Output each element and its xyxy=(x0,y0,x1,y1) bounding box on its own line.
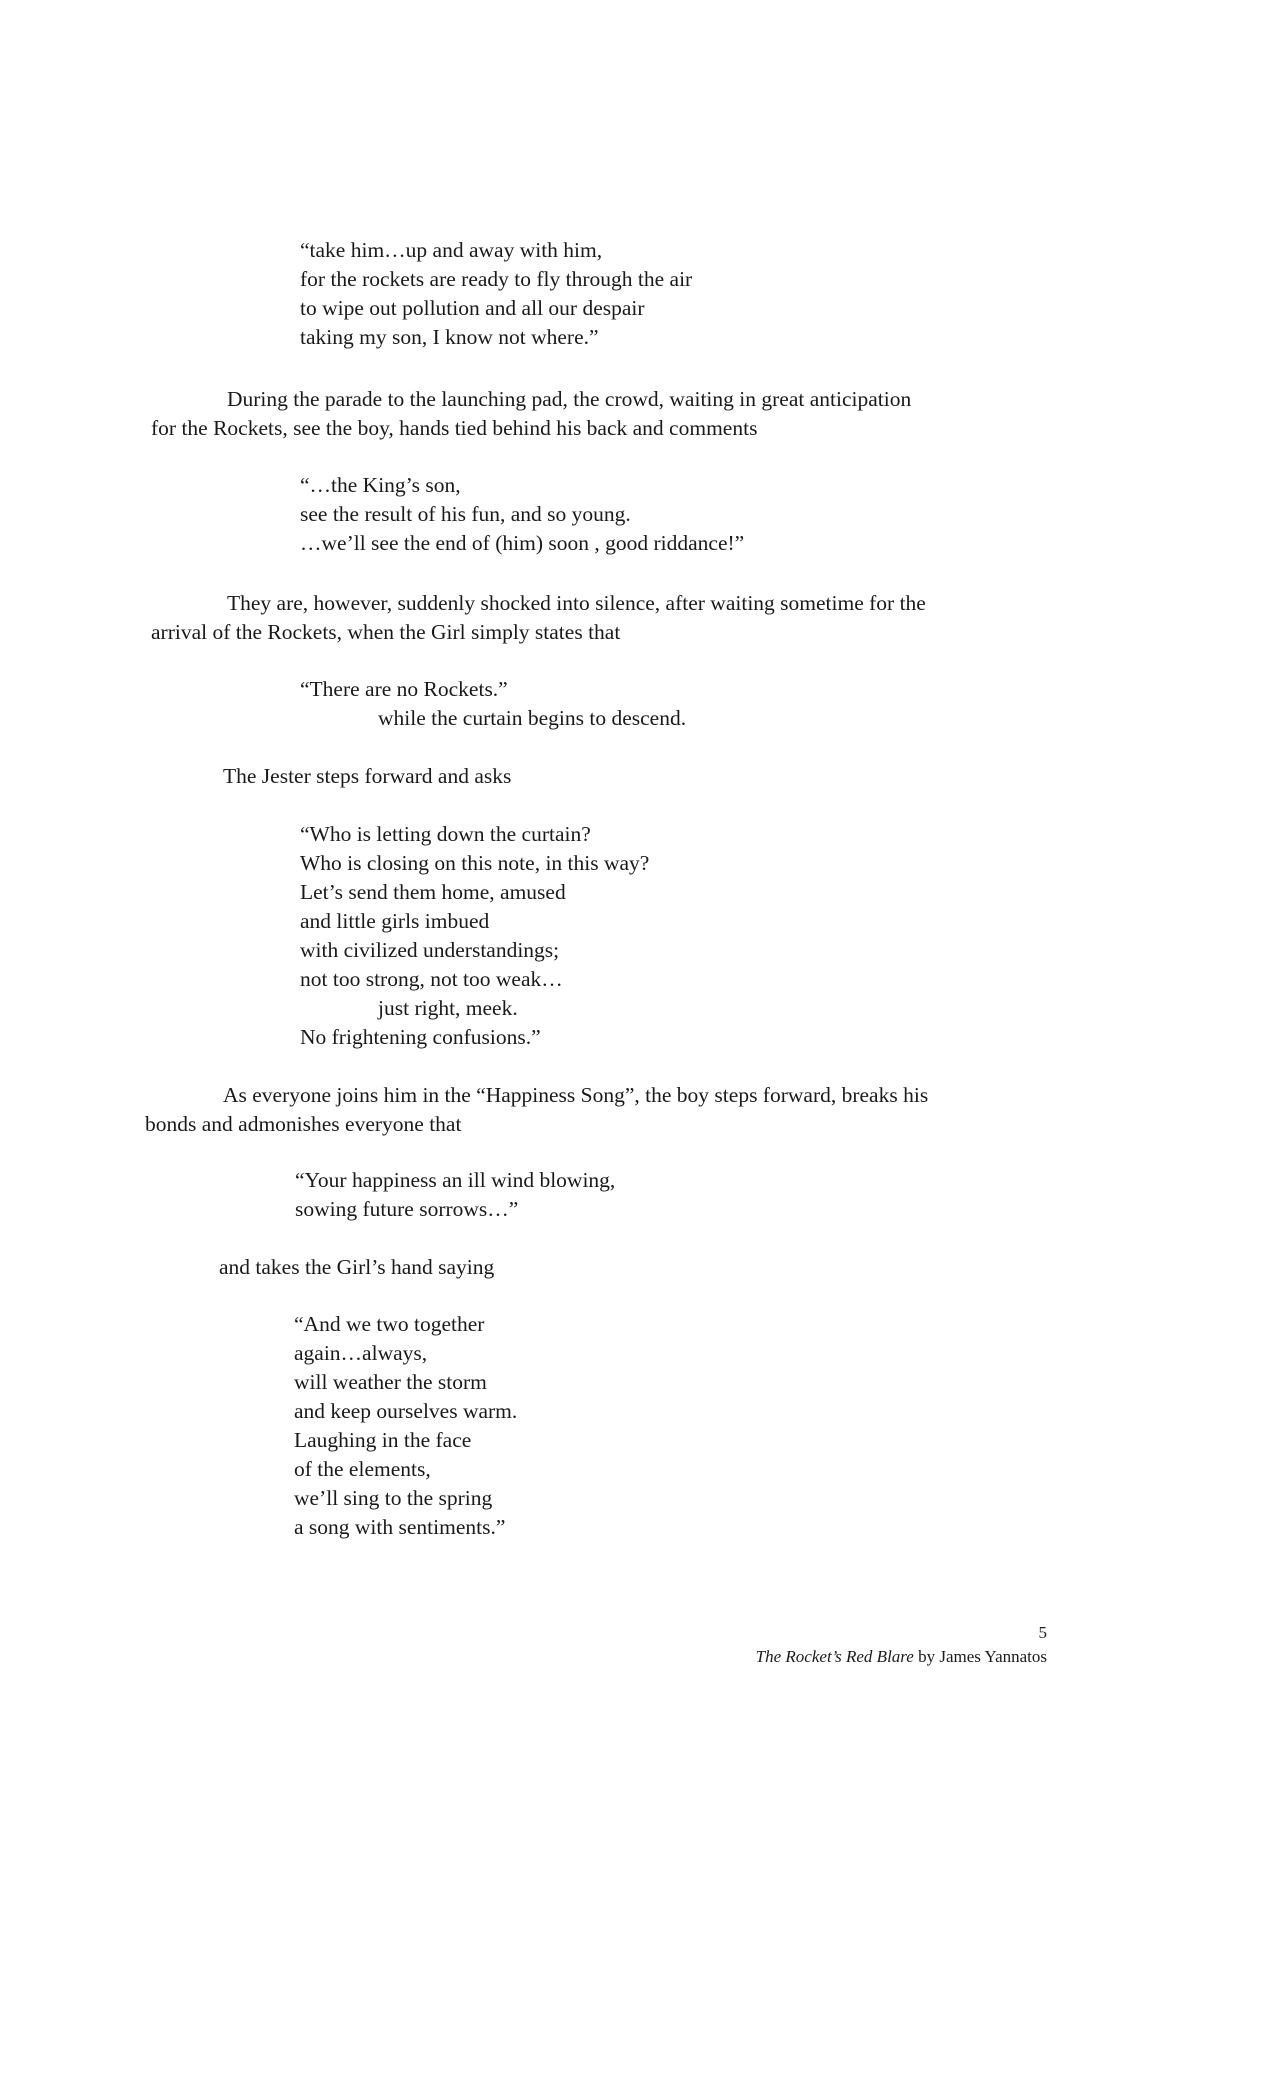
paragraph-line: As everyone joins him in the “Happiness Song”, the boy steps forward, breaks his xyxy=(223,1083,929,1107)
verse-line: a song with sentiments.” xyxy=(294,1515,506,1539)
verse-line: to wipe out pollution and all our despair xyxy=(300,296,645,320)
verse-line: Who is closing on this note, in this way? xyxy=(300,851,650,875)
verse-line: No frightening confusions.” xyxy=(300,1025,541,1049)
footer-credit xyxy=(756,1646,1047,1668)
paragraph-line: for the Rockets, see the boy, hands tied behind his back and comments xyxy=(151,416,758,440)
verse-line: for the rockets are ready to fly through the air xyxy=(300,267,693,291)
page-number: 5 xyxy=(1038,1623,1047,1642)
paragraph-line: They are, however, suddenly shocked into silence, after waiting sometime for the xyxy=(227,591,926,615)
paragraph-line: arrival of the Rockets, when the Girl simply states that xyxy=(151,620,621,644)
verse-line: with civilized understandings; xyxy=(300,938,560,962)
verse-line: sowing future sorrows…” xyxy=(295,1197,519,1221)
verse-line: …we’ll see the end of (him) soon , good riddance!” xyxy=(300,531,745,555)
paragraph-line: During the parade to the launching pad, the crowd, waiting in great anticipation xyxy=(227,387,912,411)
verse-line: “And we two together xyxy=(294,1312,485,1336)
verse-line: and little girls imbued xyxy=(300,909,490,933)
verse-line: and keep ourselves warm. xyxy=(294,1399,518,1423)
verse-line: “…the King’s son, xyxy=(300,473,461,497)
verse-line: Laughing in the face xyxy=(294,1428,472,1452)
verse-line: taking my son, I know not where.” xyxy=(300,325,599,349)
stage-direction-line: while the curtain begins to descend. xyxy=(378,706,687,730)
footer-byline: by James Yannatos xyxy=(913,1647,1047,1666)
verse-line: “Who is letting down the curtain? xyxy=(300,822,591,846)
verse-line: will weather the storm xyxy=(294,1370,487,1394)
paragraph-line: The Jester steps forward and asks xyxy=(223,764,512,788)
paragraph-line: and takes the Girl’s hand saying xyxy=(219,1255,495,1279)
verse-line: we’ll sing to the spring xyxy=(294,1486,493,1510)
verse-line: again…always, xyxy=(294,1341,428,1365)
verse-line: just right, meek. xyxy=(378,996,518,1020)
verse-line: of the elements, xyxy=(294,1457,431,1481)
verse-line: Let’s send them home, amused xyxy=(300,880,566,904)
verse-line: “Your happiness an ill wind blowing, xyxy=(295,1168,616,1192)
verse-line: “There are no Rockets.” xyxy=(300,677,508,701)
verse-line: “take him…up and away with him, xyxy=(300,238,603,262)
verse-line: not too strong, not too weak… xyxy=(300,967,563,991)
paragraph-line: bonds and admonishes everyone that xyxy=(145,1112,462,1136)
verse-line: see the result of his fun, and so young. xyxy=(300,502,631,526)
footer-title: The Rocket’s Red Blare xyxy=(755,1647,914,1666)
